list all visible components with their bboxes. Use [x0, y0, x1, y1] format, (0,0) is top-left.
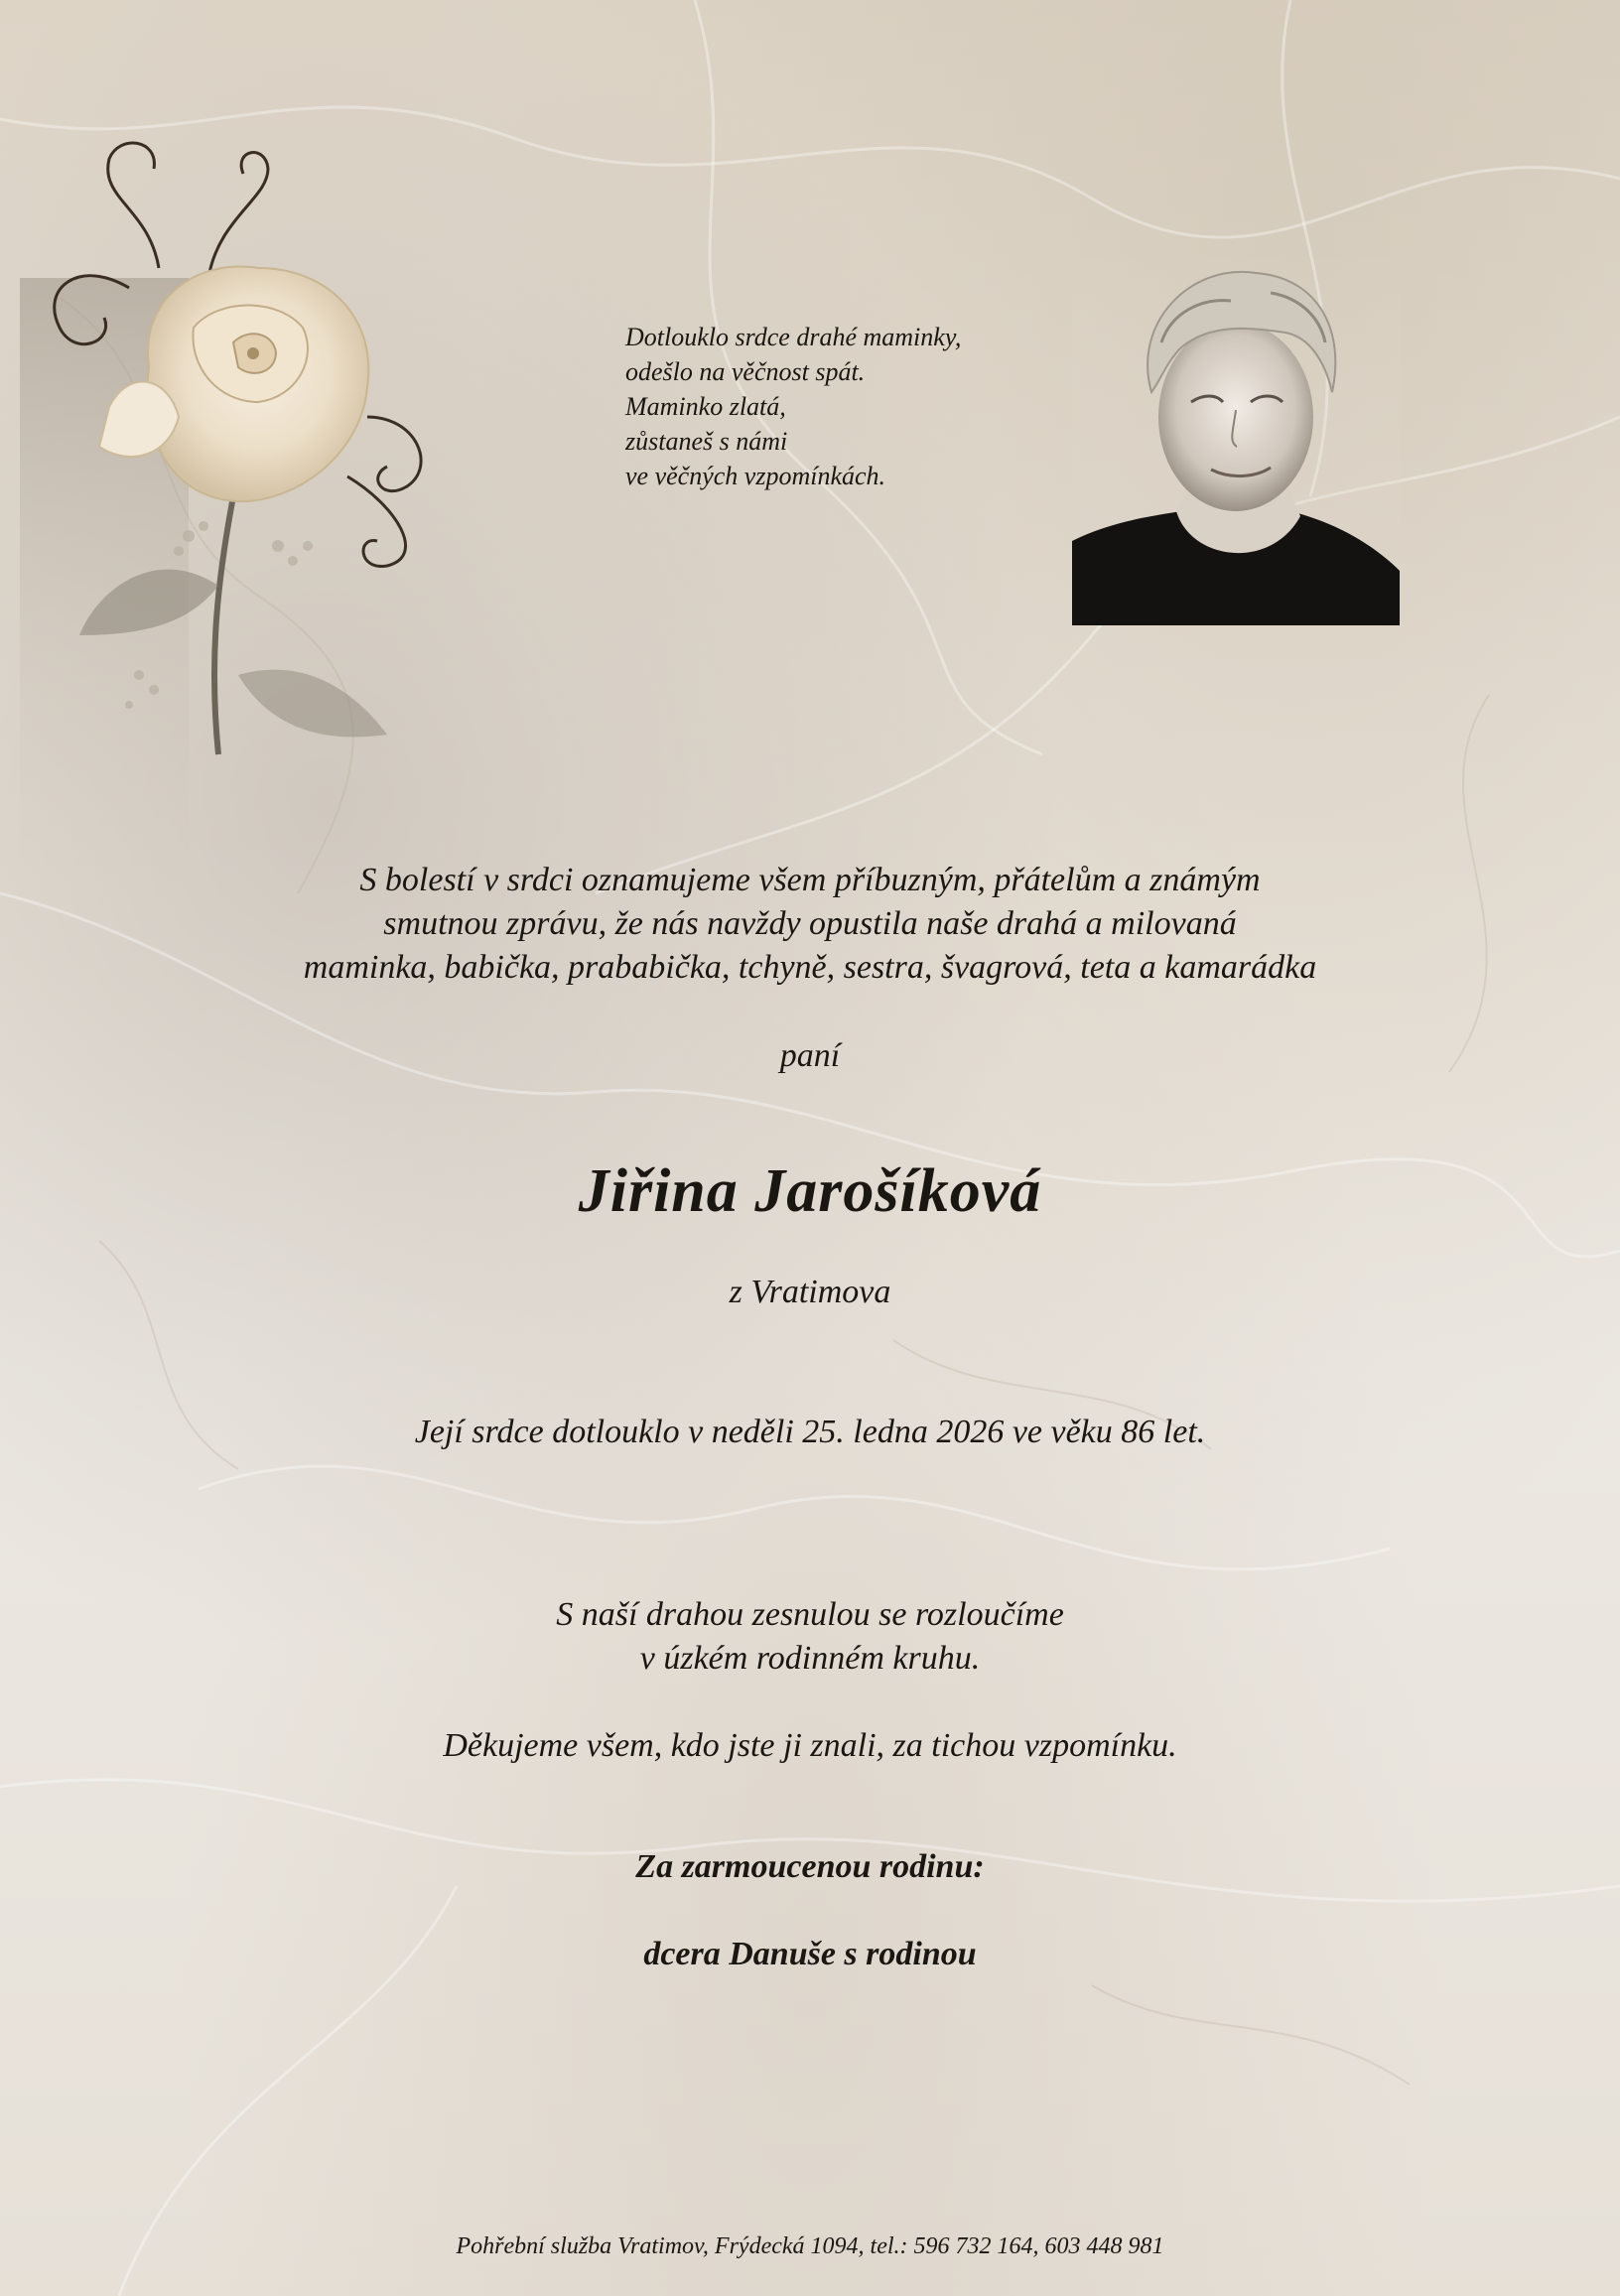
honorific: paní — [779, 1037, 841, 1074]
signature-heading: Za zarmoucenou rodinu: — [635, 1848, 985, 1885]
poem-line: zůstaneš s námi — [625, 427, 788, 456]
announcement-line: maminka, babička, prababička, tchyně, sestra, švagrová, teta a kamarádka — [303, 949, 1317, 986]
farewell-line: S naší drahou zesnulou se rozloučíme — [556, 1596, 1064, 1633]
signature-names: dcera Danuše s rodinou — [643, 1936, 977, 1972]
rose-illustration — [20, 119, 476, 874]
portrait-photo — [1072, 243, 1400, 625]
poem-line: Maminko zlatá, — [625, 392, 786, 421]
memorial-poem — [625, 320, 1042, 493]
hometown: z Vratimova — [729, 1274, 891, 1310]
poem-line: ve věčných vzpomínkách. — [625, 462, 886, 490]
announcement-line: S bolestí v srdci oznamujeme všem příbuzným, přátelům a známým — [359, 862, 1261, 898]
announcement-line: smutnou zprávu, že nás navždy opustila naše drahá a milovaná — [383, 905, 1237, 942]
deceased-name: Jiřina Jarošíková — [578, 1157, 1042, 1225]
death-date-note: Její srdce dotlouklo v neděli 25. ledna 2026 ve věku 86 let. — [414, 1414, 1206, 1450]
funeral-service-footer: Pohřební služba Vratimov, Frýdecká 1094, tel.: 596 732 164, 603 448 981 — [456, 2233, 1164, 2259]
farewell-line: v úzkém rodinném kruhu. — [639, 1640, 981, 1677]
poem-line: odešlo na věčnost spát. — [625, 357, 866, 386]
poem-line: Dotlouklo srdce drahé maminky, — [625, 323, 962, 351]
thanks-line: Děkujeme všem, kdo jste ji znali, za tichou vzpomínku. — [443, 1727, 1177, 1764]
